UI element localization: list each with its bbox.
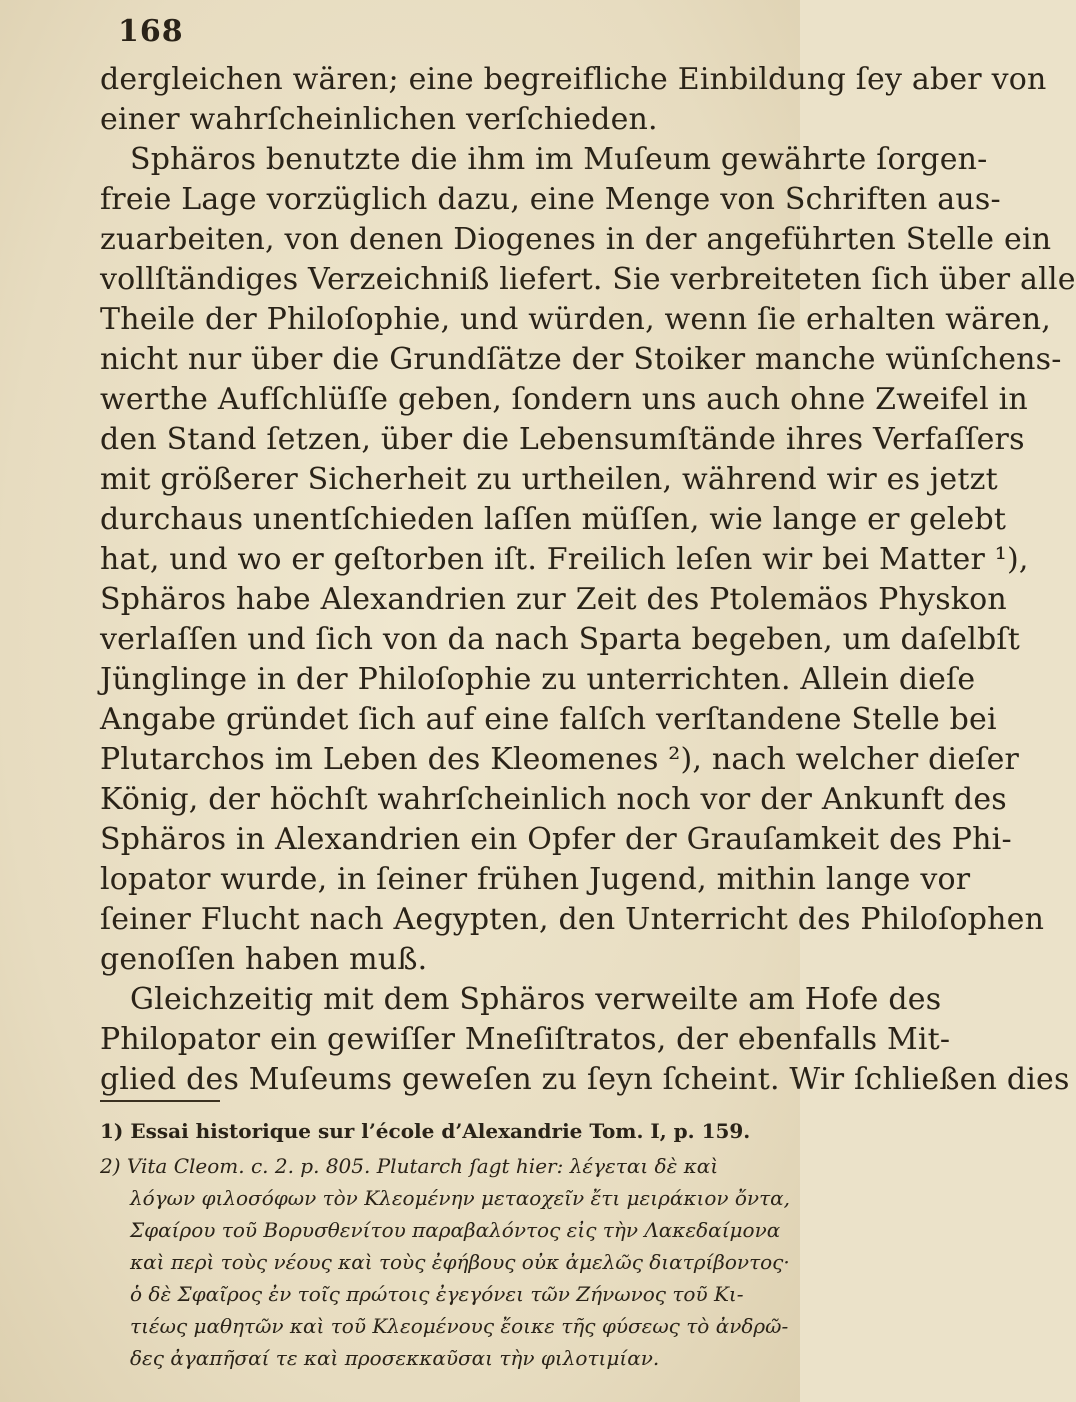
- footnote-line: δες ἀγαπῆσαί τε καὶ προσεκκαῦσαι τὴν φιλοτιμίαν.: [130, 1346, 660, 1370]
- body-line: Sphäros benutzte die ihm im Muſeum gewährte ſorgen-: [130, 142, 988, 177]
- body-line: Sphäros habe Alexandrien zur Zeit des Ptolemäos Physkon: [100, 582, 1007, 617]
- footnote-line: λόγων φιλοσόφων τὸν Κλεομένην μεταοχεῖν ἔτι μειράκιον ὄντα,: [130, 1186, 790, 1210]
- body-line: zuarbeiten, von denen Diogenes in der angeführten Stelle ein: [100, 222, 1052, 257]
- footnote-rule: [100, 1100, 220, 1102]
- body-line: glied des Muſeums geweſen zu ſeyn ſcheint. Wir ſchließen dies: [100, 1062, 1070, 1097]
- footnote-line: Σφαίρου τοῦ Βορυσθενίτου παραβαλόντος εἰς τὴν Λακεδαίμονα: [130, 1218, 781, 1242]
- body-line: werthe Aufſchlüſſe geben, ſondern uns auch ohne Zweifel in: [100, 382, 1028, 417]
- body-line: genoſſen haben muß.: [100, 942, 428, 977]
- body-line: Angabe gründet ſich auf eine falſch verſtandene Stelle bei: [100, 702, 997, 737]
- body-line: vollſtändiges Verzeichniß liefert. Sie verbreiteten ſich über alle: [100, 262, 1076, 297]
- footnote-line: ὁ δὲ Σφαῖρος ἐν τοῖς πρώτοις ἐγεγόνει τῶν Ζήνωνος τοῦ Κι-: [130, 1282, 744, 1306]
- body-line: den Stand ſetzen, über die Lebensumſtände ihres Verfaſſers: [100, 422, 1025, 457]
- body-line: Sphäros in Alexandrien ein Opfer der Grauſamkeit des Phi-: [100, 822, 1012, 857]
- body-line: einer wahrſcheinlichen verſchieden.: [100, 102, 658, 137]
- body-line: nicht nur über die Grundſätze der Stoiker manche wünſchens-: [100, 342, 1062, 377]
- body-line: Philopator ein gewiſſer Mneſiſtratos, der ebenfalls Mit-: [100, 1022, 951, 1057]
- body-line: Jünglinge in der Philoſophie zu unterrichten. Allein dieſe: [100, 662, 976, 697]
- body-line: lopator wurde, in ſeiner frühen Jugend, mithin lange vor: [100, 862, 971, 897]
- body-line: durchaus unentſchieden laſſen müſſen, wie lange er gelebt: [100, 502, 1007, 537]
- body-line: mit größerer Sicherheit zu urtheilen, während wir es jetzt: [100, 462, 998, 497]
- footnote-line: 1) Essai historique sur l’école d’Alexandrie Tom. I, p. 159.: [100, 1119, 751, 1143]
- footnote-line: τιέως μαθητῶν καὶ τοῦ Κλεομένους ἔοικε τῆς φύσεως τὸ ἀνδρῶ-: [130, 1314, 789, 1338]
- body-line: König, der höchſt wahrſcheinlich noch vor der Ankunft des: [100, 782, 1007, 817]
- body-line: Gleichzeitig mit dem Sphäros verweilte am Hofe des: [130, 982, 942, 1017]
- body-line: dergleichen wären; eine begreifliche Einbildung ſey aber von: [100, 62, 1047, 97]
- body-line: freie Lage vorzüglich dazu, eine Menge von Schriften aus-: [100, 182, 1001, 217]
- body-line: hat, und wo er geſtorben iſt. Freilich leſen wir bei Matter ¹),: [100, 542, 1029, 577]
- body-line: Theile der Philoſophie, und würden, wenn ſie erhalten wären,: [100, 302, 1052, 337]
- body-line: ſeiner Flucht nach Aegypten, den Unterricht des Philoſophen: [100, 902, 1045, 937]
- body-line: verlaſſen und ſich von da nach Sparta begeben, um daſelbſt: [100, 622, 1020, 657]
- page-number: 168: [118, 14, 184, 49]
- body-line: Plutarchos im Leben des Kleomenes ²), nach welcher dieſer: [100, 742, 1020, 777]
- footnote-line: 2) Vita Cleom. c. 2. p. 805. Plutarch ſagt hier: λέγεται δὲ καὶ: [100, 1154, 719, 1178]
- footnote-line: καὶ περὶ τοὺς νέους καὶ τοὺς ἐφήβους οὐκ ἀμελῶς διατρίβοντος·: [130, 1250, 790, 1274]
